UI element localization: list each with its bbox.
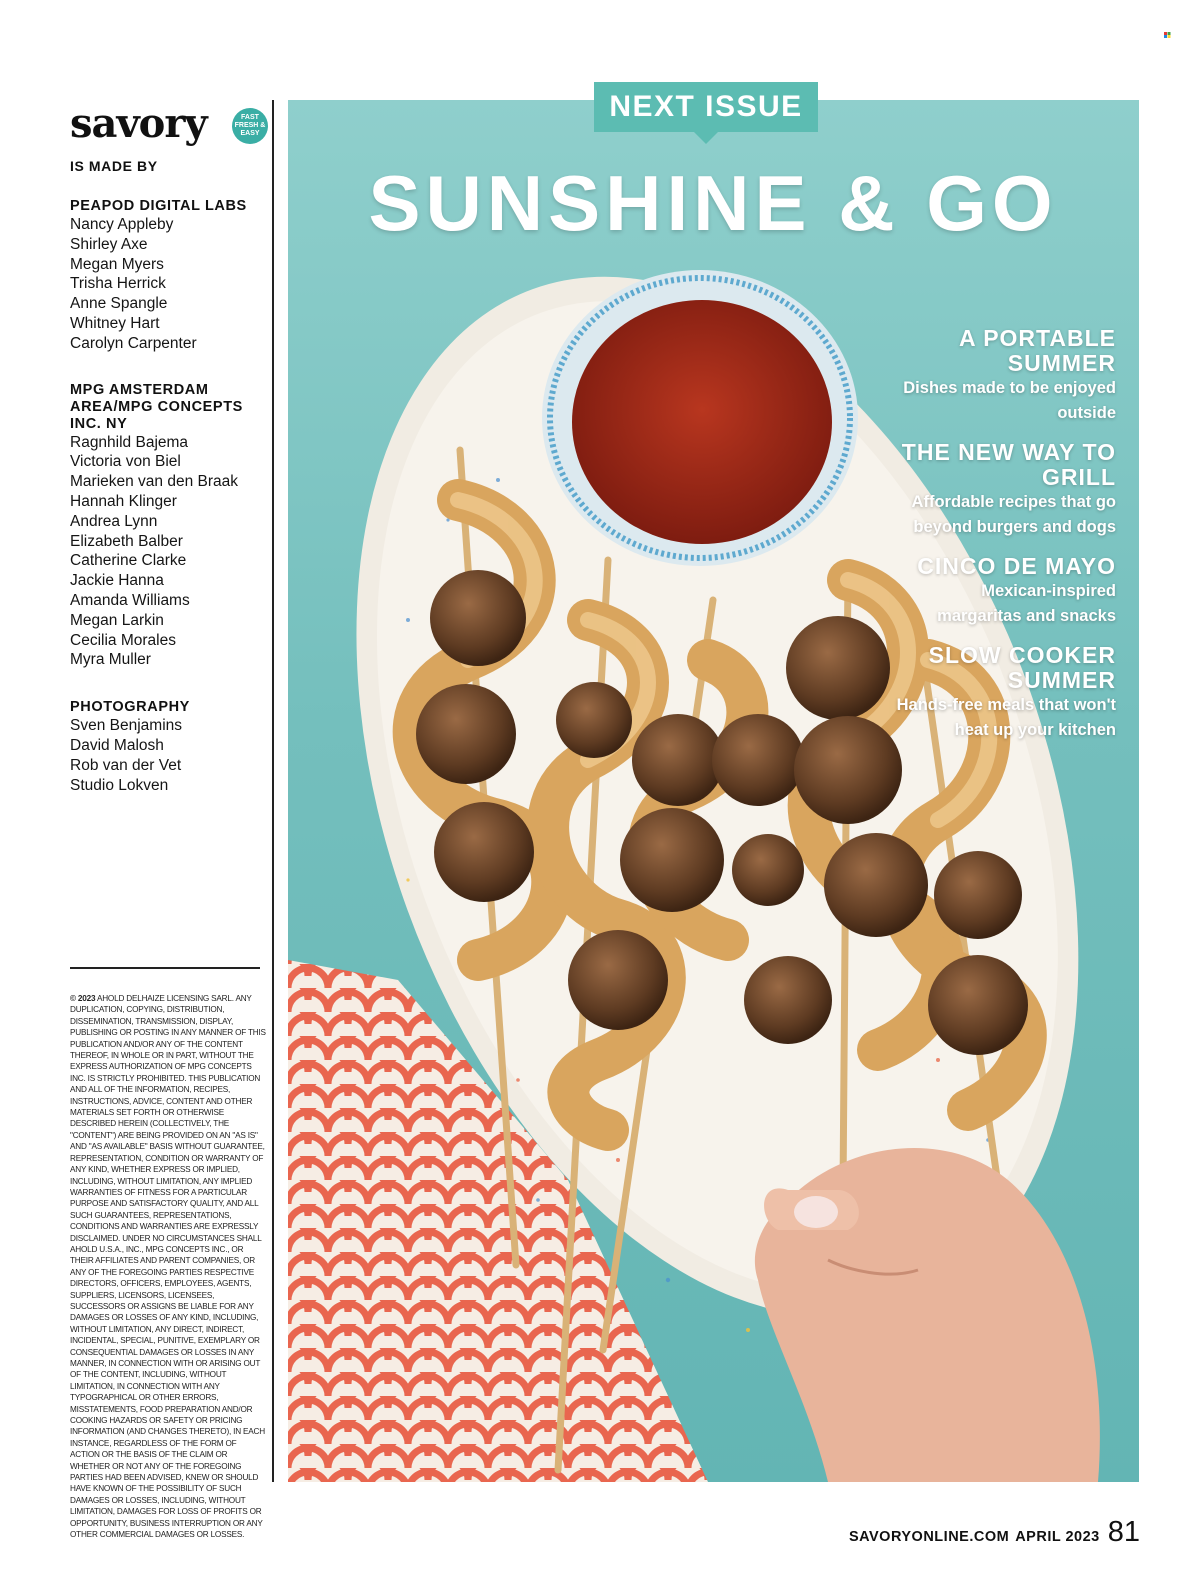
footer-date: APRIL 2023 [1015, 1529, 1100, 1545]
logo-badge: FAST FRESH & EASY [232, 108, 268, 144]
teaser-title: CINCO DE MAYO [917, 553, 1116, 579]
credit-name: Whitney Hart [70, 314, 160, 332]
legal-divider [70, 967, 260, 969]
credit-name: Hannah Klinger [70, 492, 177, 510]
footer-website: SAVORYONLINE.COM [848, 1529, 1010, 1545]
teaser-title: THE NEW WAY TO GRILL [901, 439, 1116, 490]
teaser-list [896, 326, 1116, 757]
feature-headline: SUNSHINE & GO [368, 159, 1058, 247]
next-issue-label: NEXT ISSUE [594, 82, 818, 132]
teaser-item [896, 554, 1116, 629]
teaser-desc: Hands-free meals that won't heat up your kitchen [896, 696, 1116, 739]
teaser-title: SLOW COOKER SUMMER [928, 642, 1116, 693]
credit-name: Elizabeth Balber [70, 532, 183, 550]
credit-name: David Malosh [70, 736, 164, 754]
column-divider [272, 100, 274, 1482]
teaser-item [896, 326, 1116, 426]
hand [755, 1148, 1100, 1482]
credit-name: Victoria von Biel [70, 453, 181, 471]
credit-name: Catherine Clarke [70, 552, 187, 570]
credit-group-photography [70, 699, 266, 795]
credit-name: Carolyn Carpenter [70, 334, 197, 352]
credit-name: Rob van der Vet [70, 756, 182, 774]
credit-name: Andrea Lynn [70, 512, 158, 530]
feature-photo [288, 100, 1139, 1482]
credit-group-title: PHOTOGRAPHY [70, 699, 190, 716]
credit-name: Ragnhild Bajema [70, 433, 189, 451]
credit-group-title: PEAPOD DIGITAL LABS [70, 198, 247, 214]
teaser-item [896, 440, 1116, 540]
credit-name: Trisha Herrick [70, 275, 166, 293]
page-number: 81 [1107, 1516, 1140, 1548]
teaser-item [896, 643, 1116, 743]
teaser-desc: Mexican-inspired margaritas and snacks [937, 582, 1116, 625]
credit-name: Marieken van den Braak [70, 473, 239, 491]
credit-name: Studio Lokven [70, 776, 169, 794]
page-footer [849, 1516, 1140, 1549]
legal-disclaimer [70, 993, 266, 1541]
print-mark-icon [1164, 32, 1171, 38]
teaser-desc: Affordable recipes that go beyond burgers and dogs [911, 493, 1116, 536]
masthead-logo [70, 100, 266, 156]
credit-name: Megan Larkin [70, 611, 164, 629]
credits-column [70, 100, 266, 795]
credit-group-mpg [70, 382, 266, 671]
teaser-desc: Dishes made to be enjoyed outside [903, 379, 1116, 422]
credit-group-title: MPG AMSTERDAM AREA/MPG CONCEPTS INC. NY [70, 381, 243, 432]
credit-name: Cecilia Morales [70, 631, 176, 649]
teaser-title: A PORTABLE SUMMER [959, 325, 1116, 376]
next-issue-pointer [694, 132, 718, 144]
credit-name: Shirley Axe [70, 235, 148, 253]
legal-copyright: © 2023 [70, 994, 96, 1003]
credit-name: Anne Spangle [70, 295, 168, 313]
credit-name: Amanda Williams [70, 591, 190, 609]
logo-wordmark: savory [70, 100, 207, 147]
credit-name: Megan Myers [70, 255, 164, 273]
credit-name: Jackie Hanna [70, 572, 164, 590]
credit-name: Sven Benjamins [70, 717, 183, 735]
legal-text: AHOLD DELHAIZE LICENSING SARL. ANY DUPLICATION, COPYING, DISTRIBUTION, DISSEMINATION, TRANSMISSION, DISPLAY, PUBLISHING OR POSTING IN ANY MANNER OF THIS PUBLICATION AND/OR ANY OF THE CONTENT THEREOF, IN WHOLE OR IN PART, WITHOUT THE EXPRESS AUTHORIZATION OF MPG CONCEPTS INC. IS STRICTLY PROHIBITED. THIS PUBLICATION AND ALL OF THE INFORMATION, RECIPES, INSTRUCTIONS, ADVICE, CONTENT AND OTHER MATERIALS SET FORTH OR OTHERWISE DESCRIBED HEREIN (COLLECTIVELY, THE "CONTENT") ARE BEING PROVIDED ON AN "AS IS" AND "AS AVAILABLE" BASIS WITHOUT GUARANTEE, REPRESENTATION, CONDITION OR WARRANTY OF ANY KIND, WHETHER EXPRESS OR IMPLIED, INCLUDING, WITHOUT LIMITATION, ANY IMPLIED WARRANTIES OF FITNESS FOR A PARTICULAR PURPOSE AND SATISFACTORY QUALITY, AND ALL SUCH GUARANTEES, REPRESENTATIONS, CONDITIONS AND WARRANTIES ARE EXPRESSLY DISCLAIMED. UNDER NO CIRCUMSTANCES SHALL AHOLD U.S.A., INC., MPG CONCEPTS INC., OR THEIR AFFILIATES AND PARENT COMPANIES, OR ANY OF THE FOREGOING PARTIES RESPECTIVE DIRECTORS, OFFICERS, EMPLOYEES, AGENTS, SUPPLIERS, LICENSORS, LICENSEES, SUCCESSORS OR ASSIGNS BE LIABLE FOR ANY DAMAGES OR LOSSES OF ANY KIND, INCLUDING, WITHOUT LIMITATION, ANY DIRECT, INDIRECT, INCIDENTAL, SPECIAL, PUNITIVE, EXEMPLARY OR CONSEQUENTIAL DAMAGES OR LOSSES IN ANY MANNER, IN CONNECTION WITH OR ARISING OUT OF THE CONTENT, INCLUDING, WITHOUT LIMITATION, IN CONNECTION WITH ANY TYPOGRAPHICAL OR OTHER ERRORS, MISSTATEMENTS, FOOD PREPARATION AND/OR COOKING HAZARDS OR SAFETY OR PRICING INFORMATION (AND CHANGES THERETO), IN EACH INSTANCE, REGARDLESS OF THE FORM OF ACTION OR THE BASIS OF THE CLAIM OR WHETHER OR NOT ANY OF THE FOREGOING PARTIES HAD BEEN ADVISED, KNEW OR SHOULD HAVE KNOWN OF THE POSSIBILITY OF SUCH DAMAGES OR LOSSES, INCLUDING, WITHOUT LIMITATION, DAMAGES FOR LOSS OF PROFITS OR OPPORTUNITY, BUSINESS INTERRUPTION OR ANY OTHER COMMERCIAL DAMAGES OR LOSSES. [70, 994, 266, 1540]
sauce-bowl [542, 270, 858, 566]
food-photo-illustration [288, 100, 1139, 1482]
made-by-label: IS MADE BY [70, 158, 158, 174]
credit-group-peapod [70, 198, 266, 354]
credit-name: Nancy Appleby [70, 216, 174, 233]
credit-name: Myra Muller [70, 651, 151, 669]
